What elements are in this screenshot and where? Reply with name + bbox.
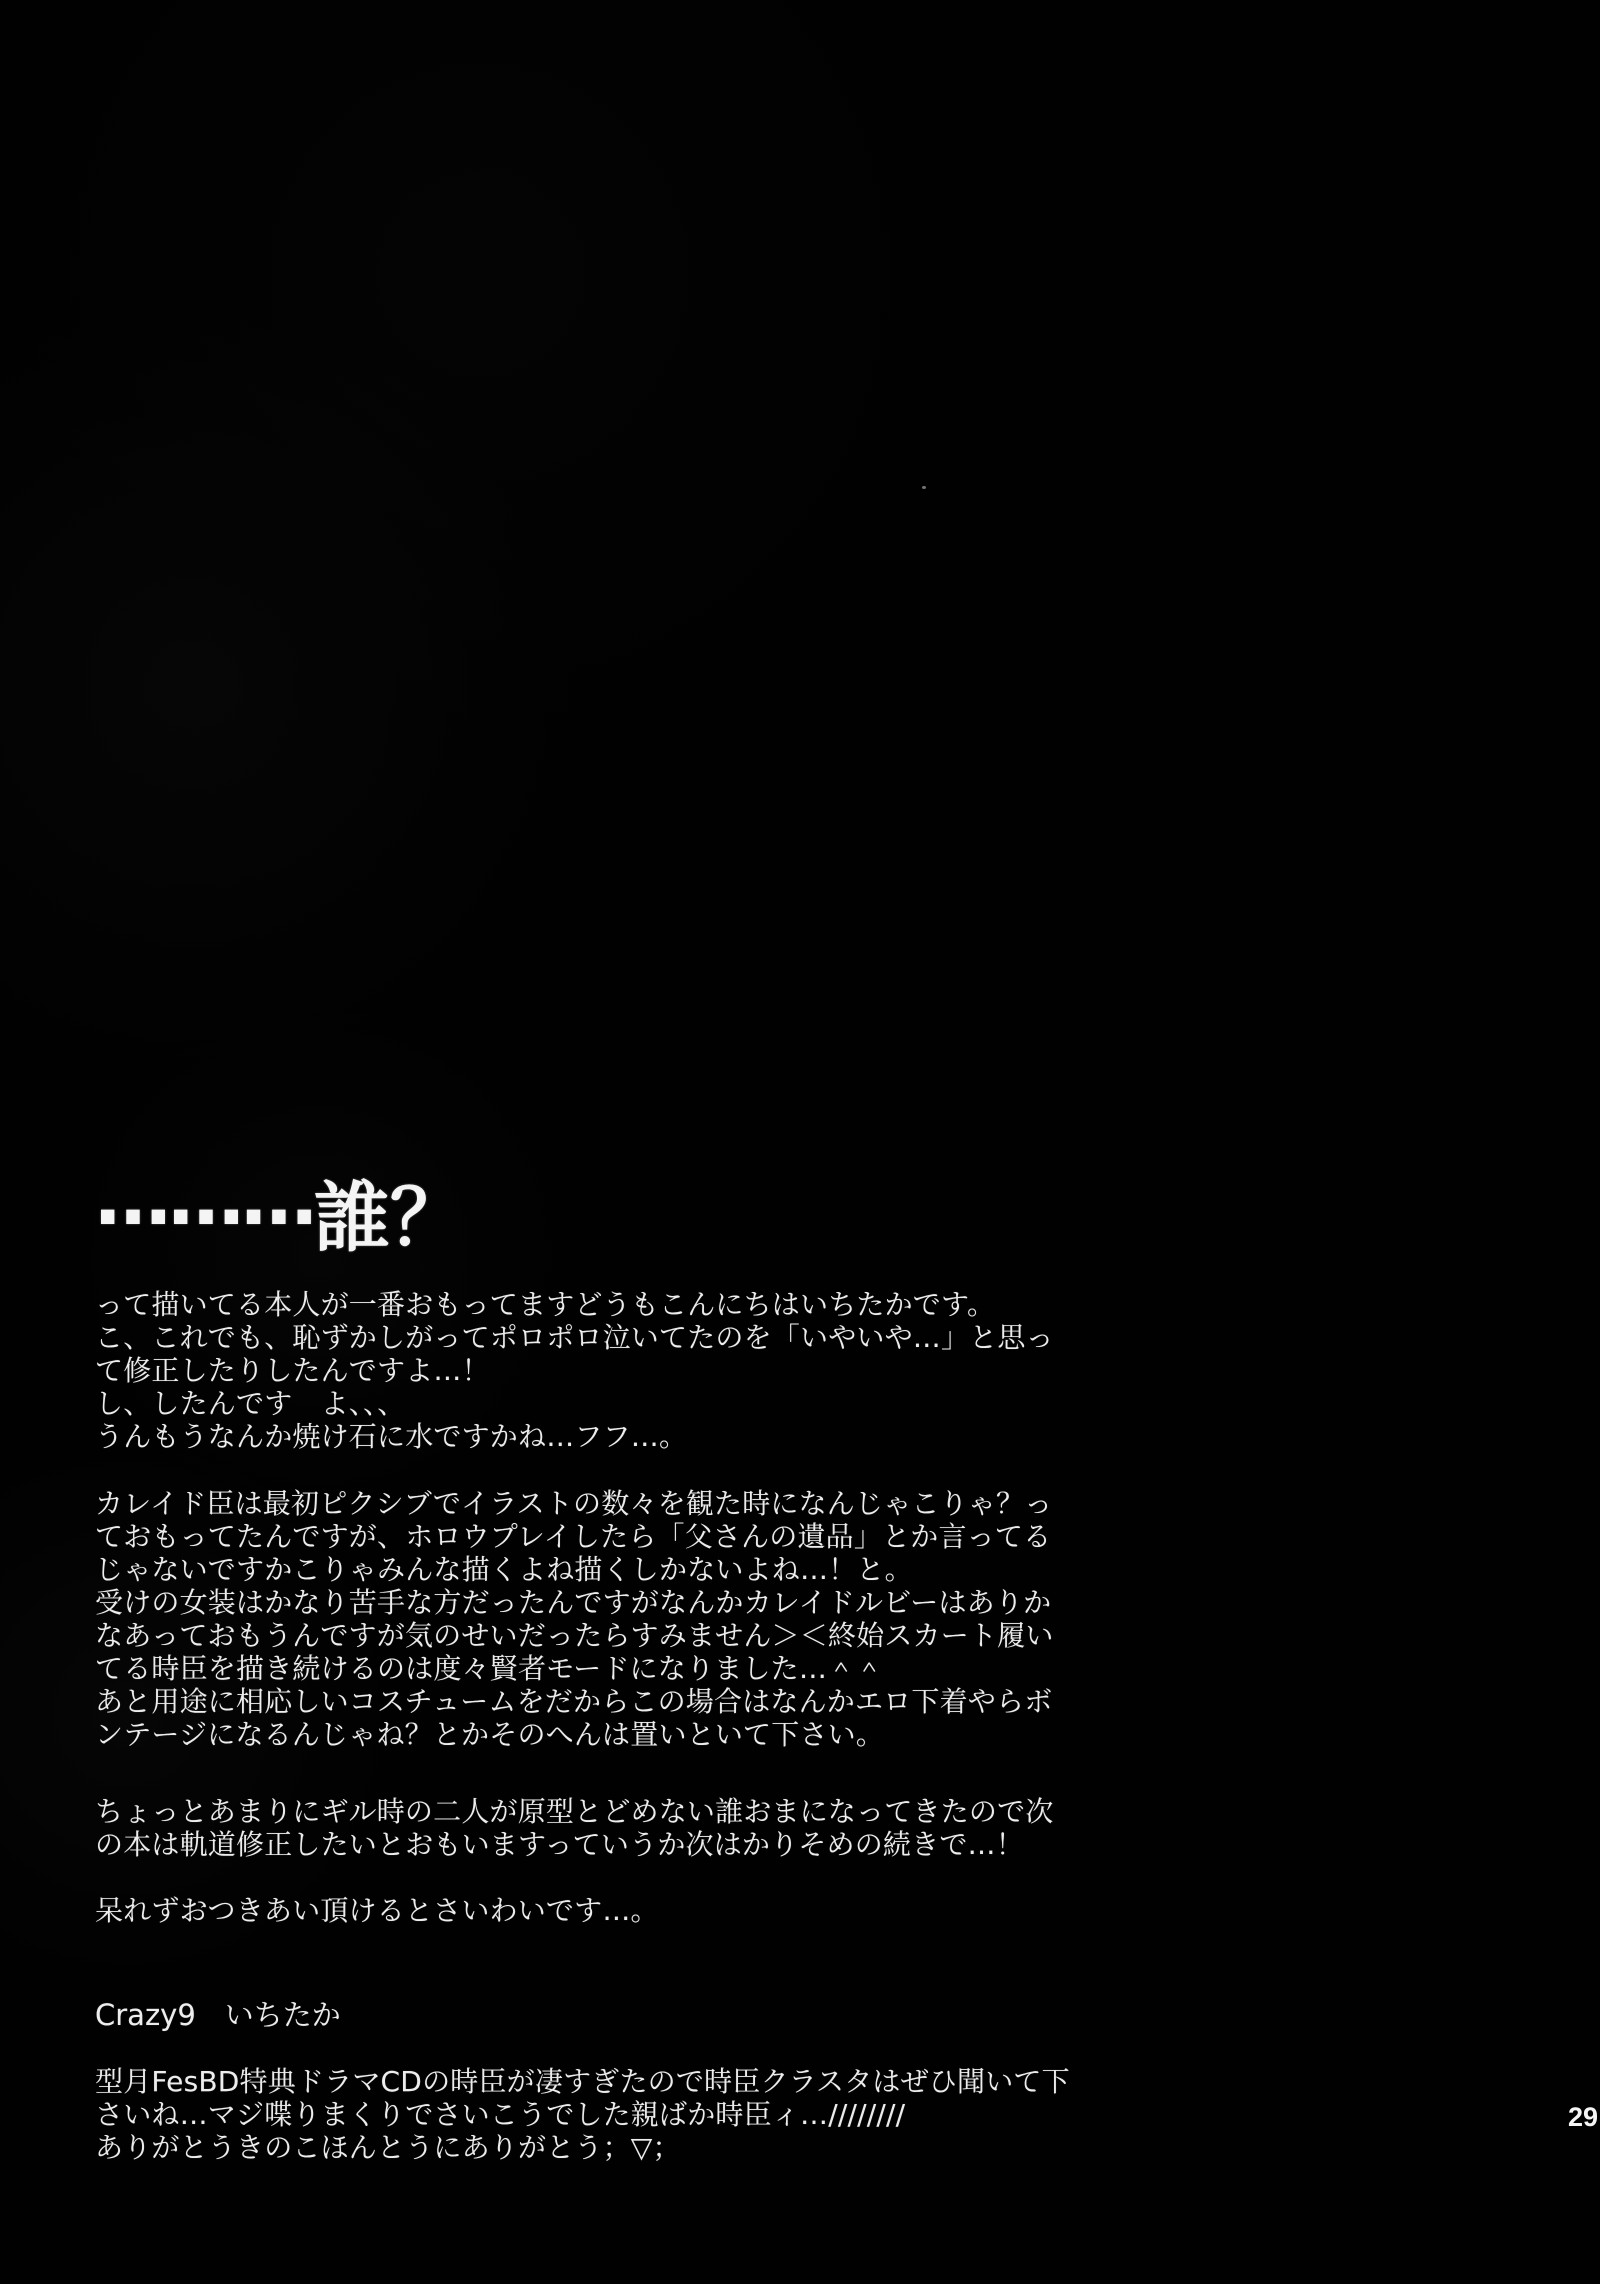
text-line: て修正したりしたんですよ…！ bbox=[95, 1354, 490, 1387]
text-line: こ、これでも、恥ずかしがってポロポロ泣いてたのを「いやいや…」と思っ bbox=[95, 1321, 1054, 1354]
text-line: なあっておもうんですが気のせいだったらすみません＞＜終始スカート履い bbox=[95, 1619, 1054, 1652]
text-line: 受けの女装はかなり苦手な方だったんですがなんかカレイドルビーはありか bbox=[95, 1586, 1052, 1619]
text-line: し、したんです よ、、、 bbox=[95, 1387, 406, 1420]
text-line: うんもうなんか焼け石に水ですかね…フフ…。 bbox=[95, 1420, 688, 1453]
afterword-paragraph-4 bbox=[95, 1894, 1095, 1927]
text-line: 呆れずおつきあい頂けるとさいわいです…。 bbox=[95, 1894, 659, 1927]
text-line: さいね…マジ喋りまくりでさいこうでした親ばか時臣ィ…//////// bbox=[95, 2098, 906, 2131]
text-line: ありがとうきのこほんとうにありがとう；▽； bbox=[95, 2131, 681, 2164]
text-line: じゃないですかこりゃみんな描くよね描くしかないよね…！と。 bbox=[95, 1553, 913, 1586]
title-text: 誰？ bbox=[313, 1173, 466, 1262]
afterword-paragraph-1 bbox=[95, 1288, 1095, 1453]
afterword-paragraph-2 bbox=[95, 1487, 1095, 1751]
page-number: 29 bbox=[1568, 2102, 1599, 2132]
text-line: ちょっとあまりにギル時の二人が原型とどめない誰おまになってきたので次 bbox=[95, 1795, 1054, 1828]
title-leading-dots: ……… bbox=[95, 1153, 314, 1243]
text-line: 型月FesBD特典ドラマCDの時臣が凄すぎたので時臣クラスタはぜひ聞いて下 bbox=[95, 2065, 1070, 2098]
text-line: あと用途に相応しいコスチュームをだからこの場合はなんかエロ下着やらボ bbox=[95, 1685, 1053, 1718]
afterword-postscript bbox=[95, 2065, 1095, 2164]
text-line: てる時臣を描き続けるのは度々賢者モードになりました…＾＾ bbox=[95, 1652, 884, 1685]
scan-speck bbox=[922, 486, 926, 489]
text-line: カレイド臣は最初ピクシブでイラストの数々を観た時になんじゃこりゃ？っ bbox=[95, 1487, 1053, 1520]
afterword-paragraph-3 bbox=[95, 1795, 1095, 1861]
author-signature: Crazy9 いちたか bbox=[95, 1998, 341, 2032]
page-title bbox=[95, 1153, 466, 1268]
text-line: ンテージになるんじゃね？とかそのへんは置いといて下さい。 bbox=[95, 1718, 885, 1751]
text-line: の本は軌道修正したいとおもいますっていうか次はかりそめの続きで…！ bbox=[95, 1828, 1024, 1861]
text-line: って描いてる本人が一番おもってますどうもこんにちはいちたかです。 bbox=[95, 1288, 996, 1321]
text-line: ておもってたんですが、ホロウプレイしたら「父さんの遺品」とか言ってる bbox=[95, 1520, 1052, 1553]
